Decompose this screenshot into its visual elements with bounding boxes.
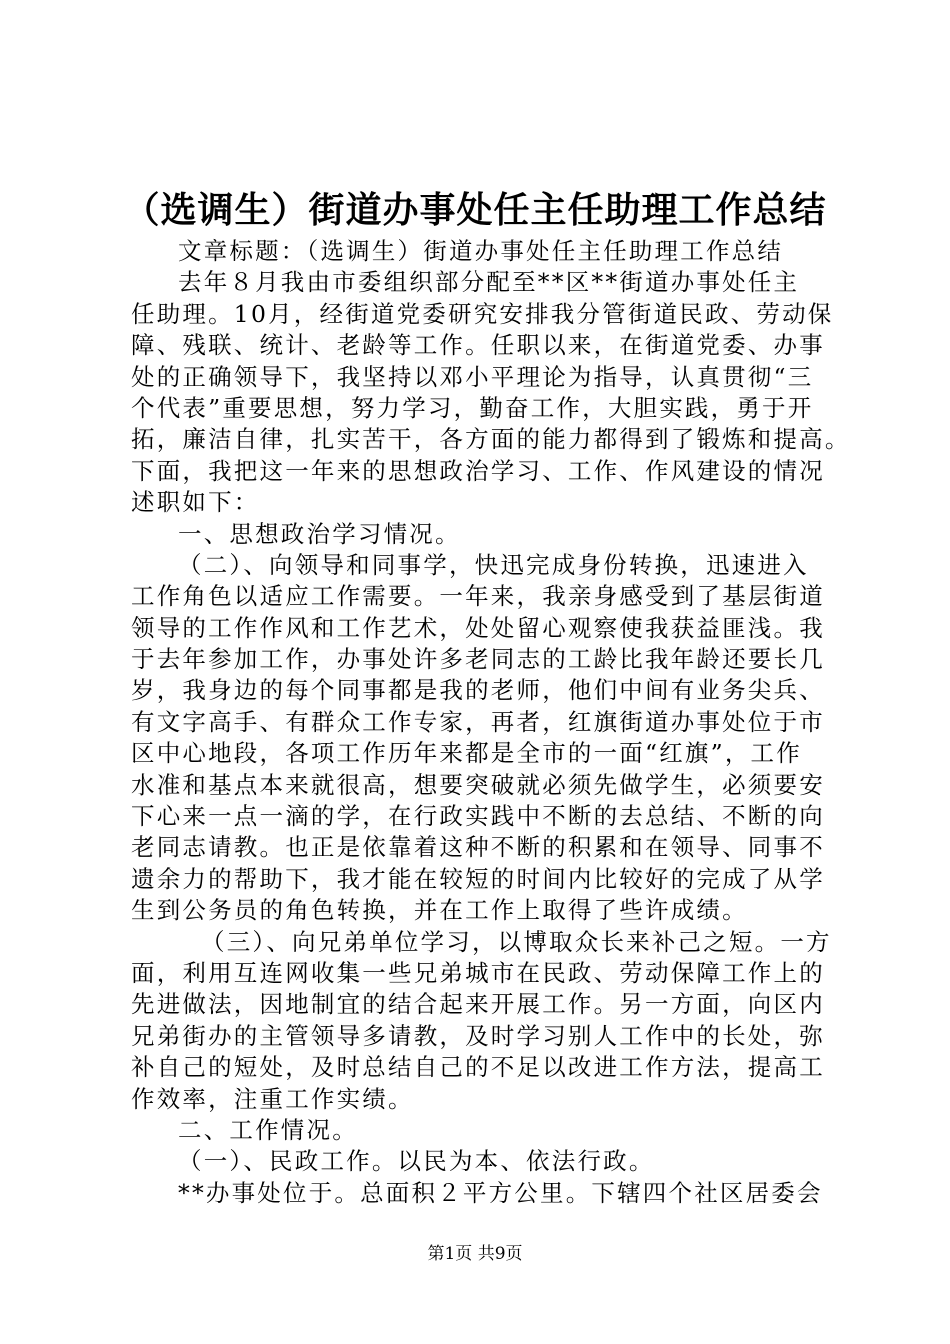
subsection-heading: （一）、民政工作。以民为本、依法行政。 — [178, 1147, 655, 1176]
paragraph-line: （二）、向领导和同事学，快迅完成身份转换，迅速进入 — [178, 550, 809, 579]
paragraph-line: 于去年参加工作，办事处许多老同志的工龄比我年龄还要长几 — [131, 645, 825, 674]
document-body — [131, 236, 851, 1209]
paragraph-line: 去年８月我由市委组织部分配至**区**街道办事处任主 — [178, 268, 800, 297]
paragraph-line: 处的正确领导下，我坚持以邓小平理论为指导，认真贯彻“三 — [131, 362, 814, 391]
paragraph-line: 兄弟街办的主管领导多请教，及时学习别人工作中的长处，弥 — [131, 1021, 825, 1050]
paragraph-line: 遗余力的帮助下，我才能在较短的时间内比较好的完成了从学 — [131, 864, 825, 893]
paragraph-line: 面，利用互连网收集一些兄弟城市在民政、劳动保障工作上的 — [131, 958, 825, 987]
paragraph-line: 工作角色以适应工作需要。一年来，我亲身感受到了基层街道 — [131, 582, 825, 611]
paragraph-line: 个代表”重要思想，努力学习，勤奋工作，大胆实践，勇于开 — [131, 393, 814, 422]
paragraph-line: （三）、向兄弟单位学习，以博取众长来补己之短。一方 — [201, 927, 832, 956]
paragraph-line: 述职如下： — [131, 488, 260, 517]
paragraph-line: 先进做法，因地制宜的结合起来开展工作。另一方面，向区内 — [131, 990, 825, 1019]
paragraph-line: 岁，我身边的每个同事都是我的老师，他们中间有业务尖兵、 — [131, 676, 825, 705]
section-heading: 一、思想政治学习情况。 — [178, 519, 461, 548]
paragraph-line: 老同志请教。也正是依靠着这种不断的积累和在领导、同事不 — [131, 833, 825, 862]
paragraph-line: 生到公务员的角色转换，并在工作上取得了些许成绩。 — [131, 896, 748, 925]
section-heading: 二、工作情况。 — [178, 1115, 358, 1144]
article-title-line: 文章标题：（选调生）街道办事处任主任助理工作总结 — [178, 237, 784, 265]
paragraph-line: 下心来一点一滴的学，在行政实践中不断的去总结、不断的向 — [131, 802, 825, 831]
document-title: （选调生）街道办事处任主任助理工作总结 — [123, 189, 827, 231]
paragraph-line: 任助理。10月，经街道党委研究安排我分管街道民政、劳动保 — [131, 299, 834, 328]
paragraph-line: 拓，廉洁自律，扎实苦干，各方面的能力都得到了锻炼和提高。 — [131, 425, 851, 454]
paragraph-line: 领导的工作作风和工作艺术，处处留心观察使我获益匪浅。我 — [131, 613, 825, 642]
page-footer: 第1页 共9页 — [427, 1244, 523, 1264]
paragraph-line: 有文字高手、有群众工作专家，再者，红旗街道办事处位于市 — [131, 707, 825, 736]
paragraph-line: **办事处位于。总面积２平方公里。下辖四个社区居委会 — [178, 1178, 823, 1207]
paragraph-line: 水准和基点本来就很高，想要突破就必须先做学生，必须要安 — [131, 770, 825, 799]
paragraph-line: 障、残联、统计、老龄等工作。任职以来，在街道党委、办事 — [131, 331, 825, 360]
paragraph-line: 下面，我把这一年来的思想政治学习、工作、作风建设的情况 — [131, 456, 825, 485]
paragraph-line: 区中心地段，各项工作历年来都是全市的一面“红旗”，工作 — [131, 739, 802, 768]
paragraph-line: 补自己的短处，及时总结自己的不足以改进工作方法，提高工 — [131, 1053, 825, 1082]
paragraph-line: 作效率，注重工作实绩。 — [131, 1084, 414, 1113]
